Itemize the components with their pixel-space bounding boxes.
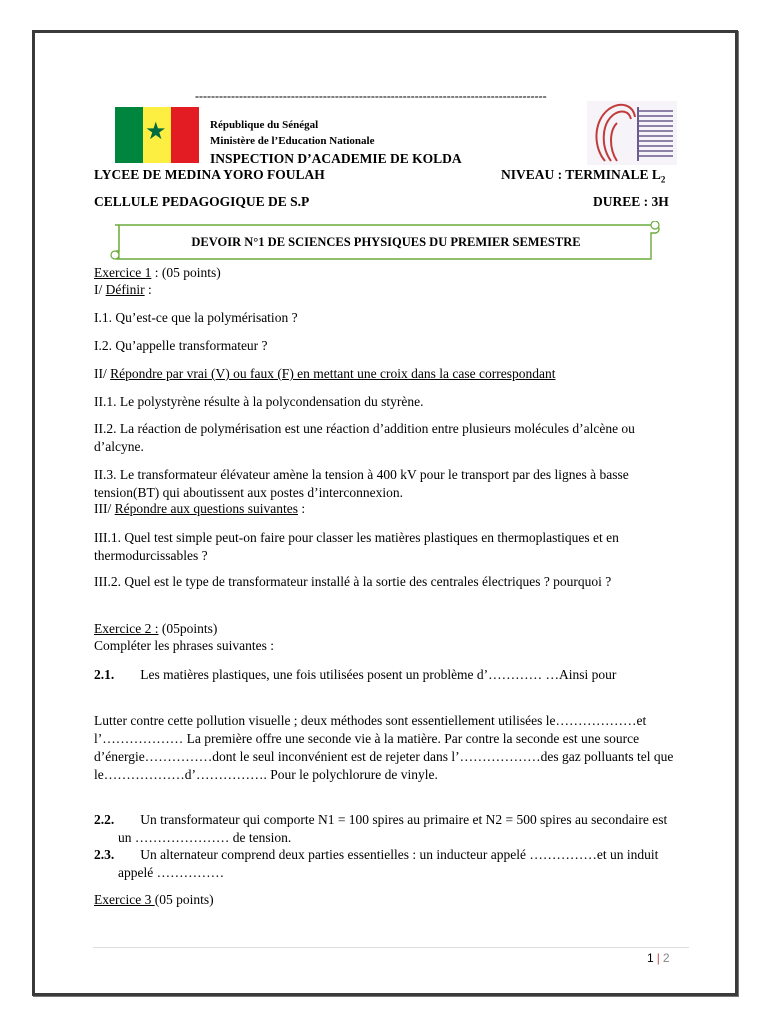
cellule-label: CELLULE PEDAGOGIQUE DE S.P bbox=[94, 194, 310, 209]
question-2-3: II.3. Le transformateur élévateur amène la tension à 400 kV pour le transport par des lignes à basse tension(BT) qui aboutissent aux postes d’interconnexion. bbox=[94, 467, 629, 500]
document-page bbox=[32, 30, 738, 996]
exercise-3-heading: Exercice 3 (05 points) bbox=[94, 892, 214, 907]
item-2-2: 2.2. Un transformateur qui comporte N1 = 100 spires au primaire et N2 = 500 spires au secondaire est un ………………… de tension. bbox=[94, 812, 668, 845]
part-1-heading: I/ Définir : bbox=[94, 282, 152, 297]
inspection-label: INSPECTION D’ACADEMIE DE KOLDA bbox=[210, 151, 462, 166]
item-2-1-paragraph: Lutter contre cette pollution visuelle ; deux méthodes sont essentiellement utilisées le………………et l’……………… La première offre une seconde vie à la matière. Par contre la seconde est une source d’énergie……………dont le seul inconvénient est de rejeter dans l’………………des gaz polluants tel que le………………d’……………. Pour le polychlorure de vinyle. bbox=[94, 713, 674, 782]
exercise-2-intro: Compléter les phrases suivantes : bbox=[94, 638, 274, 653]
flag-star-icon: ★ bbox=[145, 119, 167, 145]
question-3-2: III.2. Quel est le type de transformateur installé à la sortie des centrales électriques ? pourquoi ? bbox=[94, 574, 612, 589]
header-dashes: ---------------------------------------------------------------------------------------- bbox=[195, 89, 547, 103]
exercise-1-heading: Exercice 1 : (05 points) bbox=[94, 265, 221, 280]
republic-label: République du Sénégal bbox=[210, 119, 319, 131]
item-2-1: 2.1. Les matières plastiques, une fois utilisées posent un problème d’………… …Ainsi pour bbox=[94, 667, 617, 682]
question-1-2: I.2. Qu’appelle transformateur ? bbox=[94, 338, 268, 353]
senegal-flag bbox=[115, 107, 199, 163]
item-2-3: 2.3. Un alternateur comprend deux parties essentielles : un inducteur appelé ……………et un induit appelé …………… bbox=[94, 847, 659, 880]
duree-label: DUREE : 3H bbox=[593, 194, 669, 209]
question-2-1: II.1. Le polystyrène résulte à la polycondensation du styrène. bbox=[94, 394, 424, 409]
assignment-title: DEVOIR N°1 DE SCIENCES PHYSIQUES DU PREMIER SEMESTRE bbox=[191, 235, 581, 249]
ministry-logo bbox=[587, 101, 677, 165]
part-2-heading: II/ Répondre par vrai (V) ou faux (F) en mettant une croix dans la case correspondant bbox=[94, 366, 556, 381]
question-1-1: I.1. Qu’est-ce que la polymérisation ? bbox=[94, 310, 298, 325]
ministry-label: Ministère de l’Education Nationale bbox=[210, 135, 375, 147]
flag-red-band bbox=[171, 107, 199, 163]
part-3-heading: III/ Répondre aux questions suivantes : bbox=[94, 501, 306, 516]
school-name: LYCEE DE MEDINA YORO FOULAH bbox=[94, 167, 325, 182]
footer-divider bbox=[93, 947, 689, 948]
question-3-1: III.1. Quel test simple peut-on faire pour classer les matières plastiques en thermoplastiques et en thermodurcissables ? bbox=[94, 530, 619, 563]
niveau-label: NIVEAU : TERMINALE $L_2$ bbox=[501, 167, 666, 185]
exercise-2-heading: Exercice 2 : (05points) bbox=[94, 621, 218, 636]
page-number: 1 | 2 bbox=[647, 951, 670, 965]
question-2-2: II.2. La réaction de polymérisation est une réaction d’addition entre plusieurs molécules d’alcène ou d’alcyne. bbox=[94, 421, 635, 454]
flag-green-band bbox=[115, 107, 143, 163]
